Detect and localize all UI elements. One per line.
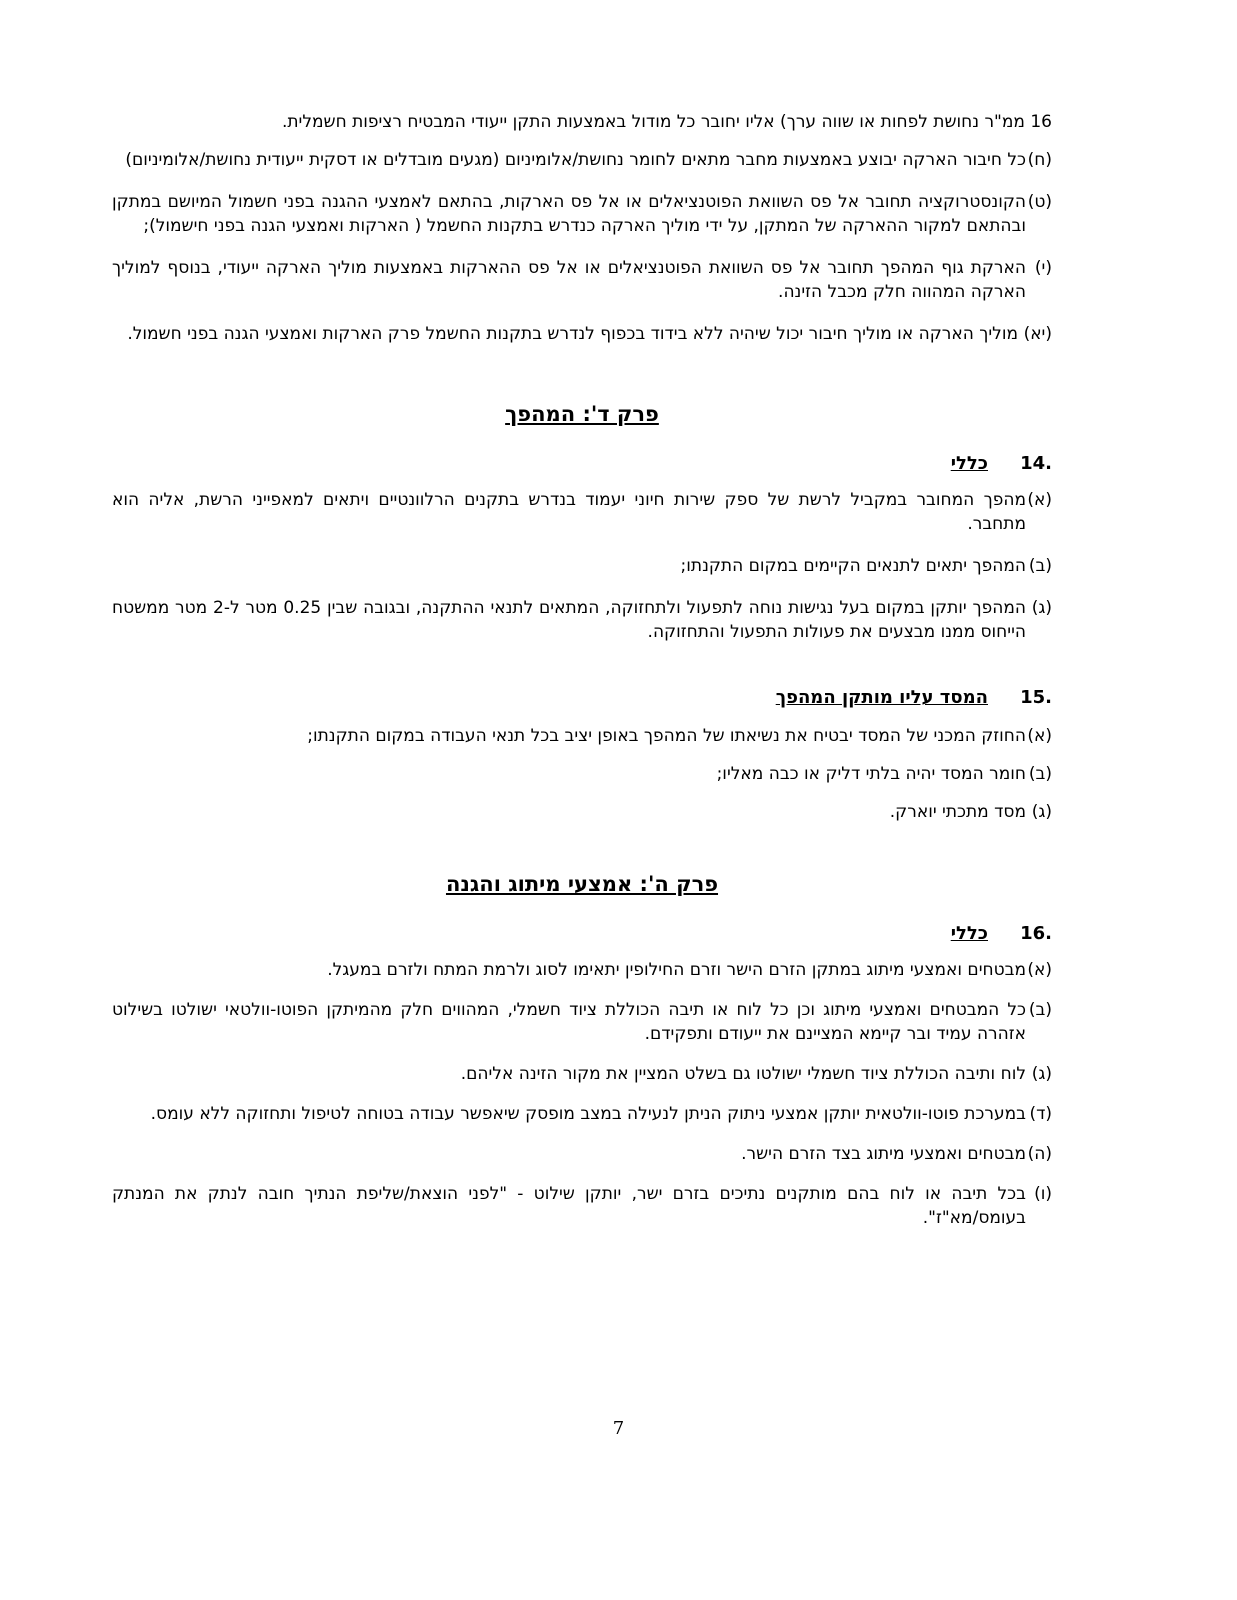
item-label: (א) [1027,490,1052,510]
item-text: מבטחים ואמצעי מיתוג בצד הזרם הישר. [741,1144,1026,1164]
item-label: (א) [1027,726,1052,746]
item-text: המהפך יותקן במקום בעל נגישות נוחה לתפעול ולתחזוקה, המתאים לתנאי ההתקנה, ובגובה שבין 0.25 מטר ל-2 מטר ממשטח הייחוס ממנו מבצעים את פעולות התפעול והתחזוקה. [112,598,1026,642]
list-item [112,1062,1052,1086]
item-text: מוליך הארקה או מוליך חיבור יכול שיהיה ללא בידוד בכפוף לנדרש בתקנות החשמל פרק הארקות ואמצעי הגנה בפני חשמול. [127,324,1018,344]
item-text: מסד מתכתי יוארק. [889,802,1026,822]
section-heading [112,452,1052,476]
section-number: 16. [1020,923,1052,944]
list-item [112,488,1052,536]
list-item [112,596,1052,644]
item-label: (ב) [1028,1000,1052,1020]
list-item [112,800,1052,824]
list-item [112,958,1052,982]
item-label: (ג) [1031,802,1052,822]
item-label: (ה) [1027,1144,1052,1164]
item-text: בכל תיבה או לוח בהם מותקנים נתיכים בזרם ישר, יותקן שילוט - "לפני הוצאת/שליפת הנתיך חובה לנתק את המנתק בעומס/מא"ז". [112,1184,1026,1228]
item-text: חומר המסד יהיה בלתי דליק או כבה מאליו; [716,764,1026,784]
continuation-paragraph: 16 ממ"ר נחושת לפחות או שווה ערך) אליו יחובר כל מודול באמצעות התקן ייעודי המבטיח רציפות חשמלית. [281,112,1052,132]
item-label: (ח) [1027,150,1052,170]
section-number: 14. [1020,453,1052,474]
item-label: (א) [1027,960,1052,980]
item-label: (ג) [1031,598,1052,618]
item-label: (ג) [1031,1064,1052,1084]
list-item [112,554,1052,578]
item-label: (ד) [1029,1104,1052,1124]
section-heading [112,922,1052,946]
item-label: (י) [1034,258,1052,278]
section-title: כללי [950,453,988,474]
list-item [112,148,1052,172]
list-item [112,762,1052,786]
list-item [112,190,1052,238]
list-item [112,724,1052,748]
item-label: (ט) [1027,192,1052,212]
item-text: כל המבטחים ואמצעי מיתוג וכן כל לוח או תיבה הכוללת ציוד חשמלי, המהווים חלק מהמיתקן הפוטו-וולטאי ישולטו בשילוט אזהרה עמיד ובר קיימא המציינם את ייעודם ותפקידם. [112,1000,1026,1044]
item-label: (יא) [1023,324,1052,344]
section-heading [112,686,1052,710]
page-number: 7 [612,1418,625,1439]
item-text: המהפך יתאים לתנאים הקיימים במקום התקנתו; [680,556,1026,576]
item-label: (ו) [1034,1184,1052,1204]
section-title: המסד עליו מותקן המהפך [775,687,988,708]
item-label: (ב) [1028,764,1052,784]
list-item [112,998,1052,1046]
item-text: במערכת פוטו-וולטאית יותקן אמצעי ניתוק הניתן לנעילה במצב מופסק שיאפשר עבודה בטוחה לטיפול ותחזוקה ללא עומס. [150,1104,1026,1124]
list-item [112,256,1052,304]
list-item [112,1142,1052,1166]
list-item [112,1182,1052,1230]
page-content [112,110,1052,1230]
list-item [112,1102,1052,1126]
item-text: החוזק המכני של המסד יבטיח את נשיאתו של המהפך באופן יציב בכל תנאי העבודה במקום התקנתו; [307,726,1026,746]
item-text: לוח ותיבה הכוללת ציוד חשמלי ישולטו גם בשלט המציין את מקור הזינה אליהם. [460,1064,1026,1084]
item-text: הארקת גוף המהפך תחובר אל פס השוואת הפוטנציאלים או אל פס ההארקות באמצעות מוליך הארקה ייעודי, בנוסף למוליך הארקה המהווה חלק מכבל הזינה. [112,258,1026,302]
item-text: מהפך המחובר במקביל לרשת של ספק שירות חיוני יעמוד בנדרש בתקנים הרלוונטיים ויתאים למאפייני הרשת, אליה הוא מתחבר. [112,490,1026,534]
list-item [112,322,1052,346]
chapter-heading: פרק ד': המהפך [505,402,659,426]
item-text: מבטחים ואמצעי מיתוג במתקן הזרם הישר וזרם החילופין יתאימו לסוג ולרמת המתח ולזרם במעגל. [327,960,1026,980]
section-title: כללי [950,923,988,944]
item-label: (ב) [1028,556,1052,576]
item-text: הקונסטרוקציה תחובר אל פס השוואת הפוטנציאלים או אל פס הארקות, בהתאם לאמצעי ההגנה בפני חשמול המיושם במתקן ובהתאם למקור ההארקה של המתקן, על ידי מוליך הארקה כנדרש בתקנות החשמל ( הארקות ואמצעי הגנה בפני חישמול); [112,192,1026,236]
item-text: כל חיבור הארקה יבוצע באמצעות מחבר מתאים לחומר נחושת/אלומיניום (מגעים מובדלים או דסקית ייעודית נחושת/אלומיניום) [125,150,1026,170]
chapter-heading: פרק ה': אמצעי מיתוג והגנה [445,872,719,896]
section-number: 15. [1020,687,1052,708]
